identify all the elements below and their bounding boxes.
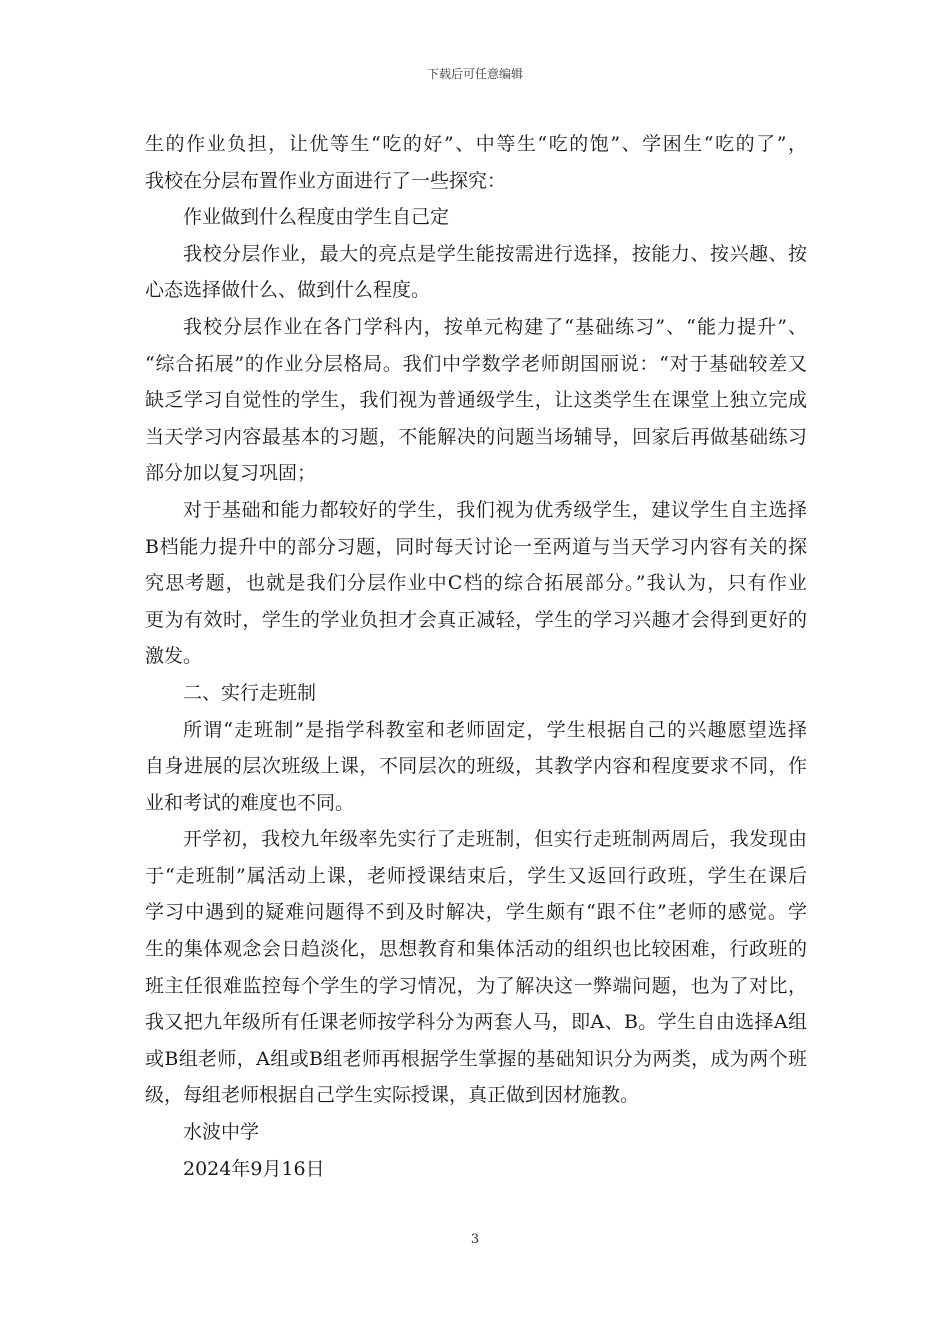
text-line: 学习中遇到的疑难问题得不到及时解决，学生颇有“跟不住”老师的感觉。学: [145, 901, 807, 924]
page-header: 下载后可任意编辑: [426, 67, 523, 81]
text-line: 更为有效时，学生的学业负担才会真正减轻，学生的学习兴趣才会得到更好的: [145, 608, 807, 631]
text-line: 究思考题，也就是我们分层作业中C档的综合拓展部分。”我认为，只有作业: [145, 572, 807, 595]
text-line: 我又把九年级所有任课老师按学科分为两套人马，即A、B。学生自由选择A组: [145, 1011, 807, 1034]
text-line: 自身进展的层次班级上课，不同层次的班级，其教学内容和程度要求不同，作: [145, 755, 807, 778]
text-line: 心态选择做什么、做到什么程度。: [145, 279, 431, 302]
text-line: 对于基础和能力都较好的学生，我们视为优秀级学生，建议学生自主选择: [183, 498, 807, 521]
text-line: 业和考试的难度也不同。: [145, 791, 355, 814]
text-line: 所谓“走班制”是指学科教室和老师固定，学生根据自己的兴趣愿望选择: [183, 718, 807, 741]
text-line: 生的集体观念会日趋淡化，思想教育和集体活动的组织也比较困难，行政班的: [145, 938, 807, 961]
text-line: 当天学习内容最基本的习题，不能解决的问题当场辅导，回家后再做基础练习: [145, 425, 807, 448]
page-number: 3: [470, 1232, 480, 1247]
text-line: 或B组老师，A组或B组老师再根据学生掌握的基础知识分为两类，成为两个班: [145, 1047, 807, 1070]
section-heading: 二、实行走班制: [183, 681, 317, 704]
text-line: 班主任很难监控每个学生的学习情况，为了解决这一弊端问题，也为了对比，: [145, 974, 807, 997]
document-body: [145, 126, 807, 1187]
document-date: 2024年9月16日: [183, 1157, 325, 1180]
text-line: 部分加以复习巩固；: [145, 462, 317, 485]
text-line: 于“走班制”属活动上课，老师授课结束后，学生又返回行政班，学生在课后: [145, 864, 807, 887]
text-line: 开学初，我校九年级率先实行了走班制，但实行走班制两周后，我发现由: [183, 828, 807, 851]
text-line: “综合拓展”的作业分层格局。我们中学数学老师朗国丽说：“对于基础较差又: [145, 352, 807, 375]
text-line: 缺乏学习自觉性的学生，我们视为普通级学生，让这类学生在课堂上独立完成: [145, 389, 807, 412]
text-line: 生的作业负担，让优等生“吃的好”、中等生“吃的饱”、学困生“吃的了”，: [145, 133, 807, 155]
text-line: 我校分层作业，最大的亮点是学生能按需进行选择，按能力、按兴趣、按: [183, 242, 807, 265]
section-subheading: 作业做到什么程度由学生自己定: [183, 206, 450, 229]
text-line: 激发。: [145, 645, 203, 668]
text-line: B档能力提升中的部分习题，同时每天讨论一至两道与当天学习内容有关的探: [145, 535, 807, 558]
text-line: 我校分层作业在各门学科内，按单元构建了“基础练习”、“能力提升”、: [183, 315, 807, 338]
school-signature: 水波中学: [183, 1121, 260, 1144]
text-line: 级，每组老师根据自己学生实际授课，真正做到因材施教。: [145, 1084, 640, 1107]
text-line: 我校在分层布置作业方面进行了一些探究：: [145, 169, 507, 192]
